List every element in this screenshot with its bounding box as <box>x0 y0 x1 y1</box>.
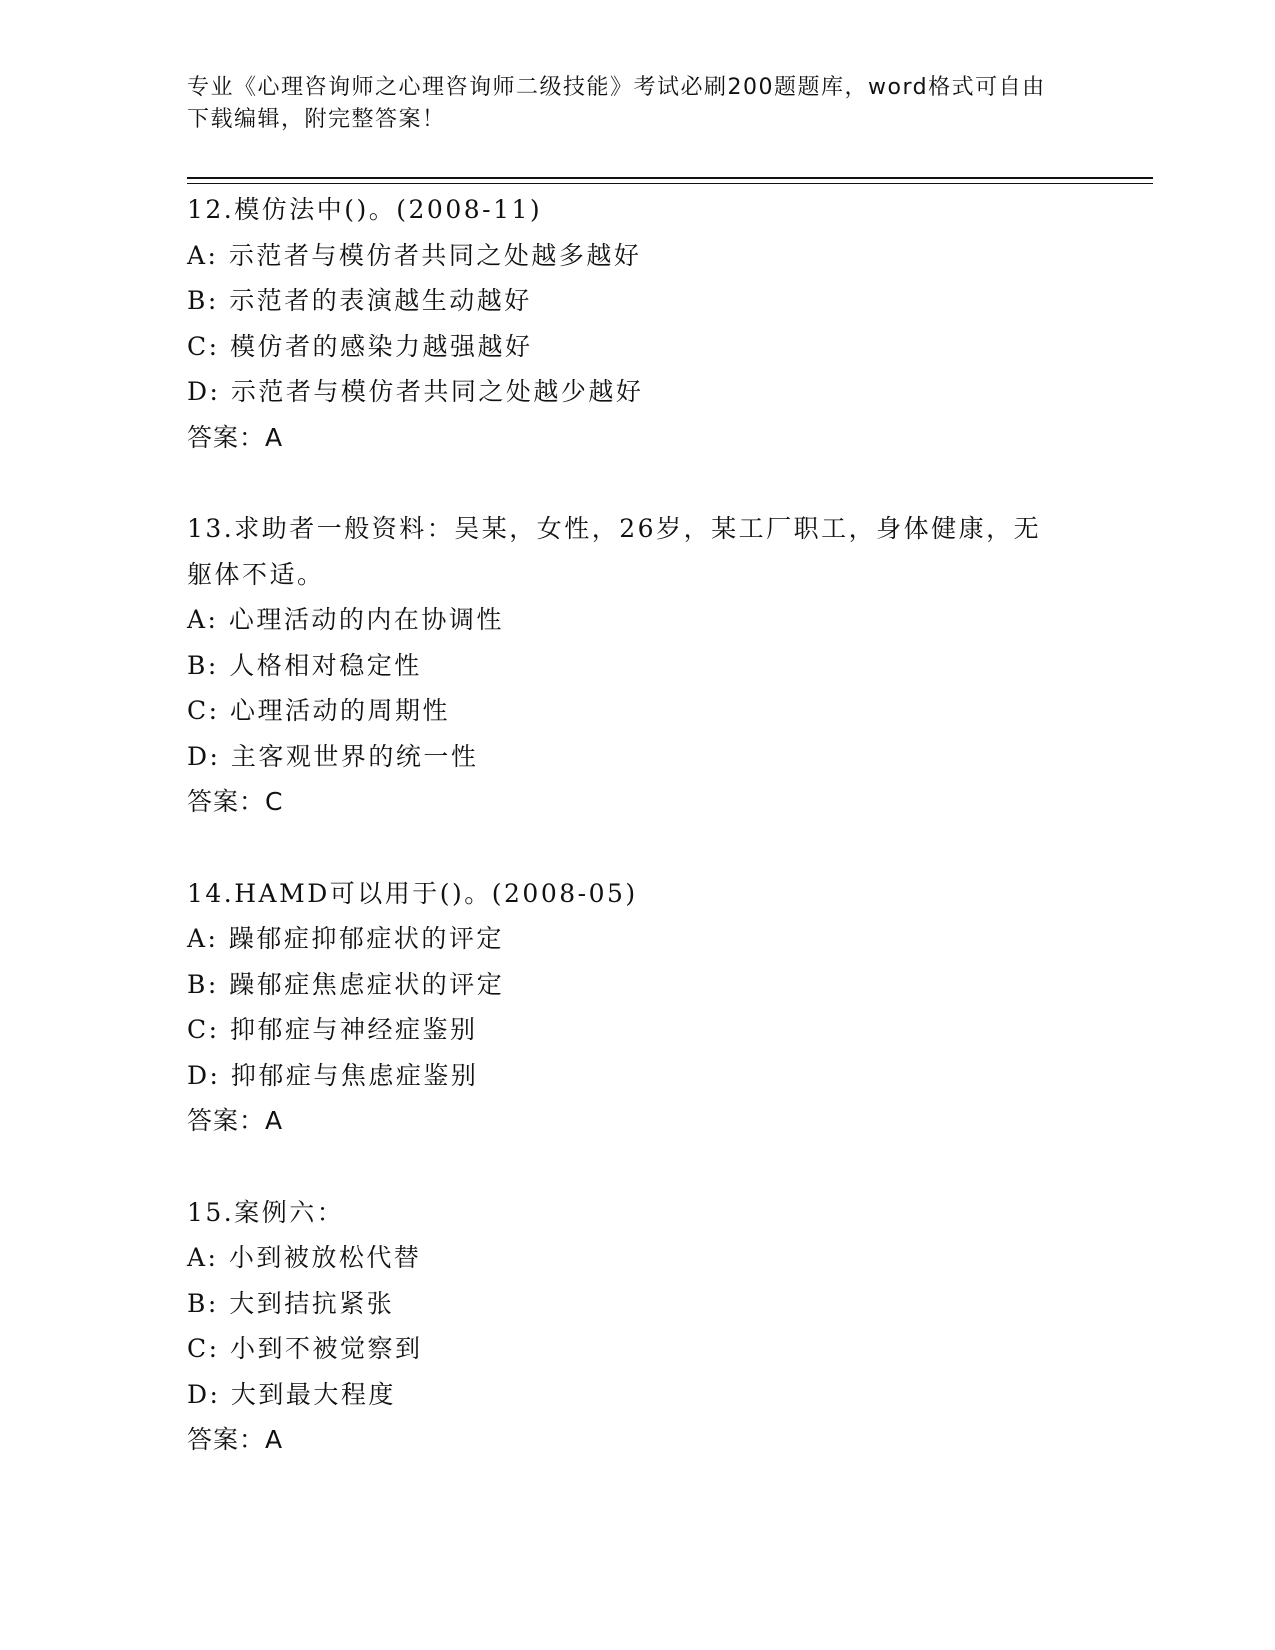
option-c: C: 小到不被觉察到 <box>187 1334 423 1363</box>
answer-label: 答案：A <box>187 1425 284 1454</box>
option-a: A: 躁郁症抑郁症状的评定 <box>187 924 504 953</box>
option-c: C: 抑郁症与神经症鉴别 <box>187 1015 478 1044</box>
option-a: A: 小到被放松代替 <box>187 1243 422 1272</box>
option-d: D: 抑郁症与焦虑症鉴别 <box>187 1060 479 1090</box>
question-stem: 13.求助者一般资料：吴某，女性，26岁，某工厂职工，身体健康，无躯体不适。 <box>187 514 1042 589</box>
option-d: D: 主客观世界的统一性 <box>187 741 479 771</box>
option-d: D: 示范者与模仿者共同之处越少越好 <box>187 377 644 406</box>
option-a: A: 示范者与模仿者共同之处越多越好 <box>187 240 642 270</box>
question-stem: 15.案例六： <box>187 1197 345 1227</box>
option-c: C: 模仿者的感染力越强越好 <box>187 331 533 361</box>
question-list <box>187 187 1087 1509</box>
option-b: B: 躁郁症焦虑症状的评定 <box>187 969 505 999</box>
option-d: D: 大到最大程度 <box>187 1379 396 1409</box>
question-stem: 14.HAMD可以用于()。(2008-05) <box>187 878 638 908</box>
option-b: B: 大到拮抗紧张 <box>187 1288 395 1318</box>
document-header: 专业《心理咨询师之心理咨询师二级技能》考试必刷200题题库，word格式可自由下载编辑，附完整答案！ <box>187 75 1046 132</box>
header-divider-thick <box>187 177 1153 179</box>
answer-label: 答案：C <box>187 787 284 816</box>
answer-label: 答案：A <box>187 1106 284 1135</box>
option-b: B: 示范者的表演越生动越好 <box>187 286 532 315</box>
question-stem: 12.模仿法中()。(2008-11) <box>187 195 543 224</box>
question-12 <box>187 187 1087 460</box>
option-b: B: 人格相对稳定性 <box>187 650 422 680</box>
option-a: A: 心理活动的内在协调性 <box>187 605 504 634</box>
question-15 <box>187 1190 1087 1463</box>
answer-label: 答案：A <box>187 422 284 452</box>
header-divider-thin <box>187 183 1153 184</box>
question-14 <box>187 871 1087 1144</box>
option-c: C: 心理活动的周期性 <box>187 696 450 725</box>
question-13 <box>187 506 1087 825</box>
